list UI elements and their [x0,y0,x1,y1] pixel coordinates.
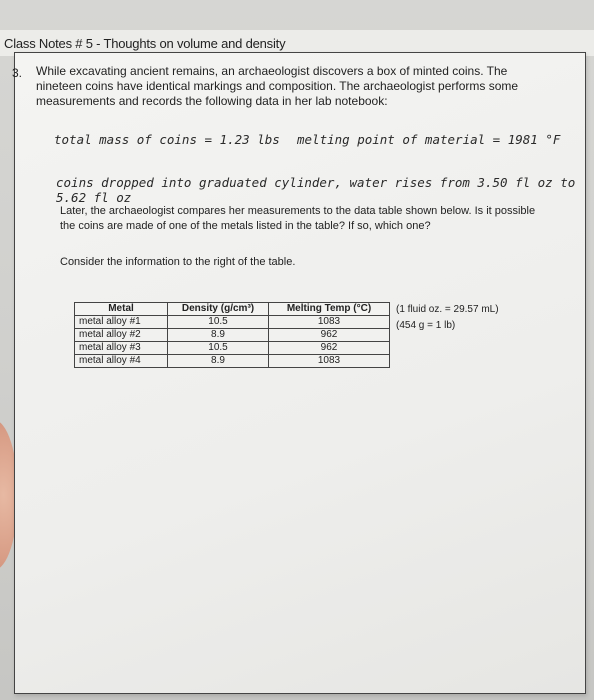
cell-metal: metal alloy #2 [75,329,168,342]
header-metal: Metal [75,303,168,316]
cell-melting: 1083 [269,355,390,368]
worksheet-page [14,52,586,694]
cell-melting: 1083 [269,316,390,329]
cell-density: 10.5 [168,316,269,329]
question-text: While excavating ancient remains, an archaeologist discovers a box of minted coins. The nineteen coins have identical markings and composition. The archaeologist performs some measurements and records the following data in her lab notebook: [36,64,519,108]
table-header-row [75,303,390,316]
cell-melting: 962 [269,329,390,342]
question-number: 3. [12,66,23,80]
table-row [75,316,390,329]
mass-conversion-note: (454 g = 1 lb) [396,320,456,331]
cell-density: 10.5 [168,342,269,355]
coins-dropped-note: coins dropped into graduated cylinder, water rises from 3.50 fl oz to 5.62 fl oz [56,175,576,205]
table-row [75,355,390,368]
header-density: Density (g/cm³) [168,303,269,316]
melting-point-note: melting point of material = 1981 °F [297,132,561,147]
cell-melting: 962 [269,342,390,355]
later-question-text: Later, the archaeologist compares her measurements to the data table shown below. Is it possible the coins are made of one of the metals listed in the table? If so, which one? [60,205,536,232]
cell-metal: metal alloy #1 [75,316,168,329]
cell-density: 8.9 [168,355,269,368]
cell-metal: metal alloy #4 [75,355,168,368]
table-row [75,329,390,342]
cell-metal: metal alloy #3 [75,342,168,355]
cell-density: 8.9 [168,329,269,342]
metals-table [74,302,390,368]
total-mass-note: total mass of coins = 1.23 lbs [54,132,280,147]
consider-text: Consider the information to the right of the table. [60,256,296,268]
table-row [75,342,390,355]
page-title: Class Notes # 5 - Thoughts on volume and density [4,36,286,51]
header-melting-temp: Melting Temp (°C) [269,303,390,316]
fluid-conversion-note: (1 fluid oz. = 29.57 mL) [396,304,499,315]
